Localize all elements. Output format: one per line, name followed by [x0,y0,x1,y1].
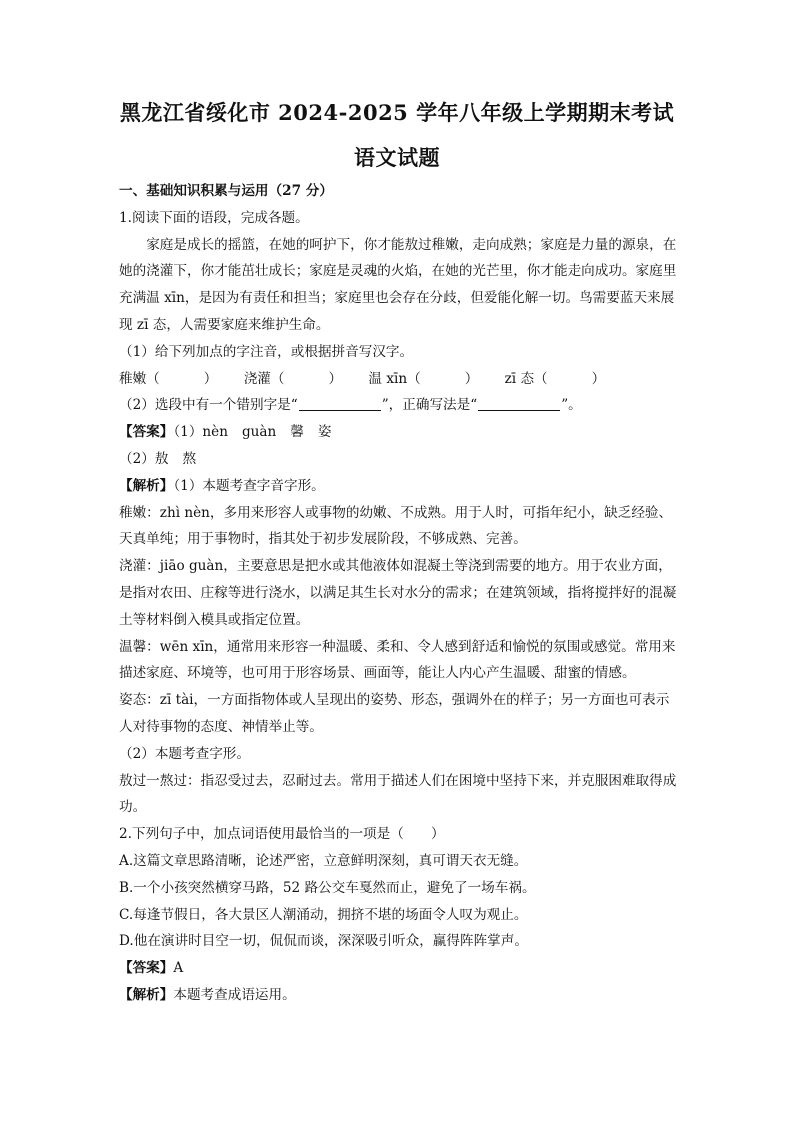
question-1-answer-2 [119,446,681,473]
analysis-label: 【解析】 [119,986,174,1003]
item-label: 温 xīn（ [368,370,421,387]
question-2-stem: 2.下列句子中，加点词语使用最恰当的一项是（ ） [119,826,445,843]
question-1-passage: 家庭是成长的摇篮，在她的呵护下，你才能敖过稚嫩，走向成熟；家庭是力量的源泉，在她的浇灌下，你才能茁壮成长；家庭是灵魂的火焰，在她的光芒里，你才能走向成功。家庭里充满温 xīn，是因为有责任和担当；家庭里也会存在分歧，但爱能化解一切。鸟需要蓝天来展现 zī 态，人需要家庭来维护生命。 [119,236,677,333]
answer-text: guàn [241,424,277,441]
answer-text: （1）nèn [173,424,228,441]
explanation-aoguo: 敖过一熬过：指忍受过去，忍耐过去。常用于描述人们在困境中坚持下来，并克服困难取得成功。 [119,772,677,816]
document-body [119,178,681,1009]
exam-title: 黑龙江省绥化市 2024-2025 学年八年级上学期期末考试 [119,100,675,125]
item-paren: ） [464,370,479,387]
question-1-sub1: （1）给下列加点的字注音，或根据拼音写汉字。 [119,343,414,360]
question-2-option-d: D.他在演讲时目空一切，侃侃而谈，深深吸引听众，赢得阵阵掌声。 [119,933,528,950]
explanation-zhinen: 稚嫩：zhì nèn，多用来形容人或事物的幼嫩、不成熟。用于人时，可指年纪小，缺乏经验、天真单纯；用于事物时，指其处于初步发展阶段，不够成熟、完善。 [119,504,673,548]
answer-blank [478,397,560,411]
answer-label: 【答案】 [119,960,174,977]
analysis-label: 【解析】 [119,477,174,494]
sub2-text: （2）选段中有一个错别字是“ [119,397,298,414]
analysis-text: 本题考查成语运用。 [173,986,296,1003]
answer-text: A [173,960,184,977]
answer-text: 姿 [317,424,332,441]
analysis-text: （1）本题考查字音字形。 [173,477,325,494]
question-2-option-a: A.这篇文章思路清晰，论述严密，立意鲜明深刻，真可谓天衣无缝。 [119,852,528,869]
answer-text: 熬 [182,450,197,467]
item-paren: ） [328,370,343,387]
question-1-sub2 [119,392,681,419]
explanation-wenxin: 温馨：wēn xīn，通常用来形容一种温暖、柔和、令人感到舒适和愉悦的氛围或感觉。常用来描述家庭、环境等，也可用于形容场景、画面等，能让人内心产生温暖、甜蜜的情感。 [119,638,676,682]
explanation-jiaoguan: 浇灌：jiāo guàn，主要意思是把水或其他液体如混凝土等浇到需要的地方。用于农业方面，是指对农田、庄稼等进行浇水，以满足其生长对水分的需求；在建筑领域，指将搅拌好的混凝土等材料倒入模具或指定位置。 [119,558,677,628]
item-label: 稚嫩（ [119,370,160,387]
item-label: zī 态（ [504,370,548,387]
question-1-analysis-2: （2）本题考查字形。 [119,745,250,762]
answer-blank [299,397,381,411]
sub2-text: ”，正确写法是“ [381,397,478,414]
item-paren: ） [203,370,218,387]
item-label: 浇灌（ [243,370,285,387]
answer-text: （2）敖 [119,450,169,467]
question-1-stem: 1.阅读下面的语段，完成各题。 [119,209,309,226]
question-2-analysis [119,982,681,1009]
answer-label: 【答案】 [119,424,174,441]
explanation-zitai: 姿态：zī tài，一方面指物体或人呈现出的姿势、形态，强调外在的样子；另一方面也可表示人对待事物的态度、神情举止等。 [119,692,670,735]
exam-subtitle: 语文试题 [354,145,440,170]
question-2-answer [119,955,681,982]
question-2-option-c: C.每逢节假日，各大景区人潮涌动，拥挤不堪的场面令人叹为观止。 [119,906,528,923]
item-paren: ） [591,370,606,387]
question-1-analysis [119,473,681,500]
section-heading: 一、基础知识积累与运用（27 分） [119,183,333,199]
sub2-text: ”。 [561,397,582,414]
question-1-items [119,366,681,393]
question-1-answer [119,419,681,446]
question-2-option-b: B.一个小孩突然横穿马路，52 路公交车戛然而止，避免了一场车祸。 [119,879,536,896]
answer-text: 馨 [290,424,304,441]
